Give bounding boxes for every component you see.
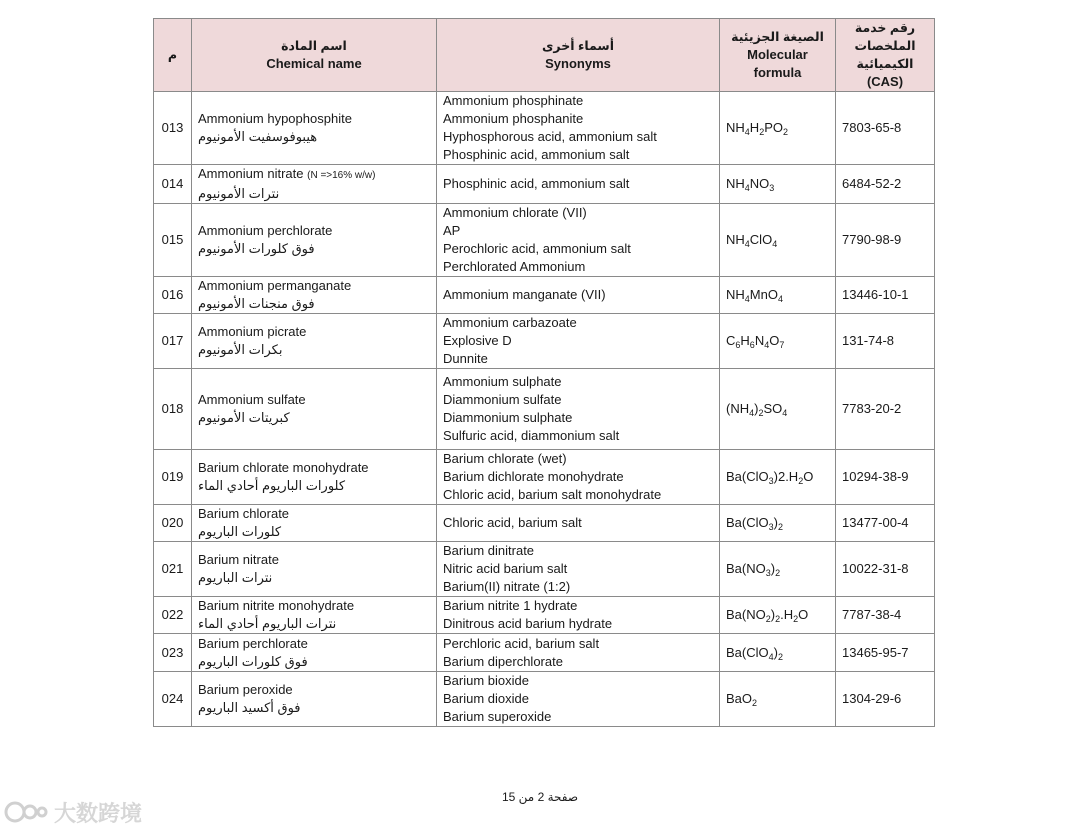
formula-part: O xyxy=(769,333,780,348)
formula-part: NH xyxy=(726,176,745,191)
chemical-name-en xyxy=(198,222,430,240)
molecular-formula xyxy=(720,634,836,672)
synonyms-cell xyxy=(437,277,720,314)
formula-subscript: 2 xyxy=(775,614,781,624)
formula-subscript: 4 xyxy=(744,183,750,193)
synonyms-cell xyxy=(437,450,720,505)
cas-number: 7803-65-8 xyxy=(836,92,935,165)
table-row xyxy=(154,369,935,450)
cas-number: 7787-38-4 xyxy=(836,597,935,634)
chemical-name-cell xyxy=(192,369,437,450)
synonym: Chloric acid, barium salt monohydrate xyxy=(443,487,662,502)
cas-number: 13446-10-1 xyxy=(836,277,935,314)
formula-part: NH xyxy=(726,232,745,247)
synonym: Ammonium phosphinate xyxy=(443,93,584,108)
chemical-name-en-text: Ammonium picrate xyxy=(198,324,307,339)
synonym: Phosphinic acid, ammonium salt xyxy=(443,147,630,162)
chemical-name-ar: كلورات الباريوم أحادي الماء xyxy=(198,478,346,493)
formula-subscript: 4 xyxy=(744,294,750,304)
row-number: 024 xyxy=(154,672,192,727)
chemical-name-en-text: Barium chlorate xyxy=(198,506,290,521)
chemical-name-en-text: Barium chlorate monohydrate xyxy=(198,460,369,475)
table-row xyxy=(154,672,935,727)
formula-subscript: 4 xyxy=(782,408,788,418)
formula-part: PO xyxy=(764,120,783,135)
synonym: Nitric acid barium salt xyxy=(443,561,568,576)
synonym: Dinitrous acid barium hydrate xyxy=(443,616,613,631)
synonyms-cell xyxy=(437,165,720,204)
synonym: Explosive D xyxy=(443,333,512,348)
chemical-name-en xyxy=(198,277,430,295)
formula-subscript: 4 xyxy=(744,127,750,137)
row-number: 020 xyxy=(154,505,192,542)
chemical-name-cell xyxy=(192,92,437,165)
formula-subscript: 4 xyxy=(744,239,750,249)
synonym: Ammonium sulphate xyxy=(443,374,562,389)
table-row xyxy=(154,277,935,314)
formula-part: ) xyxy=(773,515,778,530)
synonym: Diammonium sulfate xyxy=(443,392,562,407)
chemical-name-en xyxy=(198,323,430,341)
chemical-name-cell xyxy=(192,277,437,314)
formula-part: H xyxy=(749,120,760,135)
cas-number: 7790-98-9 xyxy=(836,204,935,277)
formula-part: Ba(NO xyxy=(726,607,766,622)
chemical-name-cell xyxy=(192,204,437,277)
formula-part: Ba(ClO xyxy=(726,469,769,484)
formula-part: Ba(ClO xyxy=(726,644,769,660)
page-footer: صفحة 2 من 15 xyxy=(501,790,579,804)
row-number: 015 xyxy=(154,204,192,277)
table-row xyxy=(154,505,935,542)
synonyms-cell xyxy=(437,634,720,672)
synonyms-cell xyxy=(437,314,720,369)
molecular-formula xyxy=(720,277,836,314)
formula-part: MnO xyxy=(749,287,778,302)
chemical-name-en xyxy=(198,551,430,569)
synonyms-cell xyxy=(437,505,720,542)
cas-number: 13465-95-7 xyxy=(836,634,935,672)
chemical-name-en-text: Ammonium hypophosphite xyxy=(198,111,352,126)
chemical-name-ar: هيبوفوسفيت الأمونيوم xyxy=(198,129,318,144)
formula-subscript: 3 xyxy=(769,183,775,193)
chemical-name-cell xyxy=(192,505,437,542)
synonym: AP xyxy=(443,223,461,238)
synonyms-cell xyxy=(437,672,720,727)
chemical-name-ar: فوق كلورات الأمونيوم xyxy=(198,241,315,256)
cas-number: 1304-29-6 xyxy=(836,672,935,727)
chemical-name-note: (N =>16% w/w) xyxy=(307,170,376,181)
chemical-name-en xyxy=(198,459,430,477)
table-row xyxy=(154,597,935,634)
chemical-name-ar: كلورات الباريوم xyxy=(198,524,282,539)
chemicals-table xyxy=(153,18,935,727)
chemical-name-ar: نترات الأمونيوم xyxy=(198,186,280,201)
row-number: 021 xyxy=(154,542,192,597)
row-number: 013 xyxy=(154,92,192,165)
formula-subscript: 2 xyxy=(777,522,783,532)
table-row xyxy=(154,450,935,505)
formula-subscript: 2 xyxy=(798,476,804,486)
molecular-formula xyxy=(720,505,836,542)
synonyms-cell xyxy=(437,369,720,450)
cas-number: 13477-00-4 xyxy=(836,505,935,542)
table-row xyxy=(154,542,935,597)
chemical-name-en-text: Ammonium permanganate xyxy=(198,278,352,293)
table-row xyxy=(154,92,935,165)
synonyms-cell xyxy=(437,542,720,597)
formula-part: ClO xyxy=(749,232,773,247)
chemical-name-en-text: Barium nitrite monohydrate xyxy=(198,598,355,613)
formula-part: NH xyxy=(726,120,745,135)
header-molecular-formula: الصيغة الجزيئية Molecular formula xyxy=(720,19,836,92)
synonym: Sulfuric acid, diammonium salt xyxy=(443,428,620,443)
molecular-formula xyxy=(720,450,836,505)
formula-part: Ba(NO xyxy=(726,561,766,576)
formula-subscript: 2 xyxy=(775,568,781,578)
synonym: Chloric acid, barium salt xyxy=(443,515,582,530)
formula-part: Ba(ClO xyxy=(726,515,769,530)
formula-subscript: 3 xyxy=(768,476,774,486)
cas-number: 10294-38-9 xyxy=(836,450,935,505)
watermark-text: 大数跨境 xyxy=(54,800,143,826)
chemical-name-cell xyxy=(192,542,437,597)
formula-part: H xyxy=(740,333,750,348)
synonym: Barium diperchlorate xyxy=(443,653,563,669)
chemical-name-en xyxy=(198,165,430,185)
synonym: Ammonium carbazoate xyxy=(443,315,577,330)
chemical-name-en-text: Barium perchlorate xyxy=(198,635,308,651)
table-body xyxy=(154,92,935,727)
chemical-name-en-text: Ammonium perchlorate xyxy=(198,223,333,238)
formula-subscript: 6 xyxy=(735,340,741,350)
chemical-name-en-text: Barium peroxide xyxy=(198,682,293,697)
formula-part: O xyxy=(798,607,809,622)
header-chemical-name: اسم المادة Chemical name xyxy=(192,19,437,92)
formula-subscript: 2 xyxy=(783,127,789,137)
formula-subscript: 3 xyxy=(768,522,774,532)
chemical-name-en xyxy=(198,505,430,523)
chemical-name-en xyxy=(198,597,430,615)
chemical-name-en-text: Barium nitrate xyxy=(198,552,279,567)
synonym: Phosphinic acid, ammonium salt xyxy=(443,176,630,191)
row-number: 019 xyxy=(154,450,192,505)
table-row xyxy=(154,165,935,204)
formula-part: C xyxy=(726,333,736,348)
chemical-name-ar: كبريتات الأمونيوم xyxy=(198,410,290,425)
formula-subscript: 3 xyxy=(765,568,771,578)
row-number: 018 xyxy=(154,369,192,450)
synonym: Dunnite xyxy=(443,351,488,366)
chemical-name-cell xyxy=(192,634,437,672)
header-synonyms: أسماء أخرى Synonyms xyxy=(437,19,720,92)
chemical-name-en xyxy=(198,110,430,128)
chemical-name-cell xyxy=(192,597,437,634)
formula-part: BaO xyxy=(726,691,753,706)
synonym: Perchlorated Ammonium xyxy=(443,259,586,274)
formula-part: ) xyxy=(773,644,778,660)
cas-number: 7783-20-2 xyxy=(836,369,935,450)
chemical-name-ar: بكرات الأمونيوم xyxy=(198,342,283,357)
table-row xyxy=(154,634,935,672)
table-row xyxy=(154,314,935,369)
header-cas: رقم خدمة الملخصات الكيميائية (CAS) xyxy=(836,19,935,92)
synonym: Perochloric acid, ammonium salt xyxy=(443,241,631,256)
chemical-name-ar: فوق أكسيد الباريوم xyxy=(198,700,301,715)
chemical-name-ar: فوق كلورات الباريوم xyxy=(198,653,308,669)
molecular-formula xyxy=(720,314,836,369)
formula-subscript: 7 xyxy=(779,340,785,350)
table-row xyxy=(154,204,935,277)
molecular-formula xyxy=(720,672,836,727)
formula-subscript: 4 xyxy=(768,651,774,662)
chemical-name-ar: فوق منجنات الأمونيوم xyxy=(198,296,315,311)
chemical-name-cell xyxy=(192,165,437,204)
molecular-formula xyxy=(720,542,836,597)
formula-part: ) xyxy=(754,401,759,416)
synonyms-cell xyxy=(437,204,720,277)
chemical-name-cell xyxy=(192,450,437,505)
formula-part: ) xyxy=(770,607,776,622)
molecular-formula xyxy=(720,597,836,634)
formula-subscript: 4 xyxy=(772,239,778,249)
synonym: Barium dichlorate monohydrate xyxy=(443,469,624,484)
synonym: Barium nitrite 1 hydrate xyxy=(443,598,578,613)
synonyms-cell xyxy=(437,92,720,165)
synonym: Barium dinitrate xyxy=(443,543,535,558)
logo-icon xyxy=(4,799,50,825)
formula-subscript: 2 xyxy=(765,614,771,624)
synonym: Ammonium phosphanite xyxy=(443,111,584,126)
formula-part: (NH xyxy=(726,401,750,416)
formula-subscript: 2 xyxy=(777,651,783,662)
chemical-name-en-text: Ammonium sulfate xyxy=(198,392,306,407)
synonyms-cell xyxy=(437,597,720,634)
cas-number: 131-74-8 xyxy=(836,314,935,369)
synonym: Hyphosphorous acid, ammonium salt xyxy=(443,129,657,144)
formula-subscript: 2 xyxy=(793,614,799,624)
chemical-name-en xyxy=(198,391,430,409)
chemical-name-cell xyxy=(192,314,437,369)
watermark xyxy=(4,796,154,828)
formula-part: NH xyxy=(726,287,745,302)
molecular-formula xyxy=(720,92,836,165)
synonym: Diammonium sulphate xyxy=(443,410,573,425)
formula-subscript: 6 xyxy=(749,340,755,350)
formula-subscript: 4 xyxy=(749,408,755,418)
chemical-name-en xyxy=(198,635,430,653)
formula-part: N xyxy=(754,333,765,348)
formula-subscript: 2 xyxy=(752,698,758,708)
molecular-formula xyxy=(720,369,836,450)
formula-part: NO xyxy=(749,176,770,191)
synonym: Barium(II) nitrate (1:2) xyxy=(443,579,571,594)
chemical-name-ar: نترات الباريوم xyxy=(198,570,273,585)
synonym: Ammonium manganate (VII) xyxy=(443,287,606,302)
header-number: م xyxy=(154,19,192,92)
synonym: Barium superoxide xyxy=(443,709,552,724)
formula-part: ) xyxy=(770,561,776,576)
molecular-formula xyxy=(720,204,836,277)
synonym: Barium chlorate (wet) xyxy=(443,451,567,466)
formula-part: .H xyxy=(780,607,794,622)
chemical-name-en xyxy=(198,681,430,699)
row-number: 014 xyxy=(154,165,192,204)
formula-subscript: 2 xyxy=(758,408,764,418)
formula-part: )2.H xyxy=(773,469,799,484)
synonym: Ammonium chlorate (VII) xyxy=(443,205,587,220)
formula-subscript: 4 xyxy=(777,294,783,304)
chemical-name-cell xyxy=(192,672,437,727)
formula-subscript: 2 xyxy=(759,127,765,137)
row-number: 022 xyxy=(154,597,192,634)
molecular-formula xyxy=(720,165,836,204)
row-number: 016 xyxy=(154,277,192,314)
synonym: Barium bioxide xyxy=(443,673,529,688)
chemical-name-ar: نترات الباريوم أحادي الماء xyxy=(198,616,337,631)
cas-number: 10022-31-8 xyxy=(836,542,935,597)
formula-part: O xyxy=(803,469,814,484)
chemical-name-en-text: Ammonium nitrate xyxy=(198,166,304,181)
synonym: Perchloric acid, barium salt xyxy=(443,635,600,651)
row-number: 017 xyxy=(154,314,192,369)
synonym: Barium dioxide xyxy=(443,691,529,706)
row-number: 023 xyxy=(154,634,192,672)
formula-subscript: 4 xyxy=(764,340,770,350)
table-header-row xyxy=(154,19,935,92)
cas-number: 6484-52-2 xyxy=(836,165,935,204)
formula-part: SO xyxy=(763,401,783,416)
